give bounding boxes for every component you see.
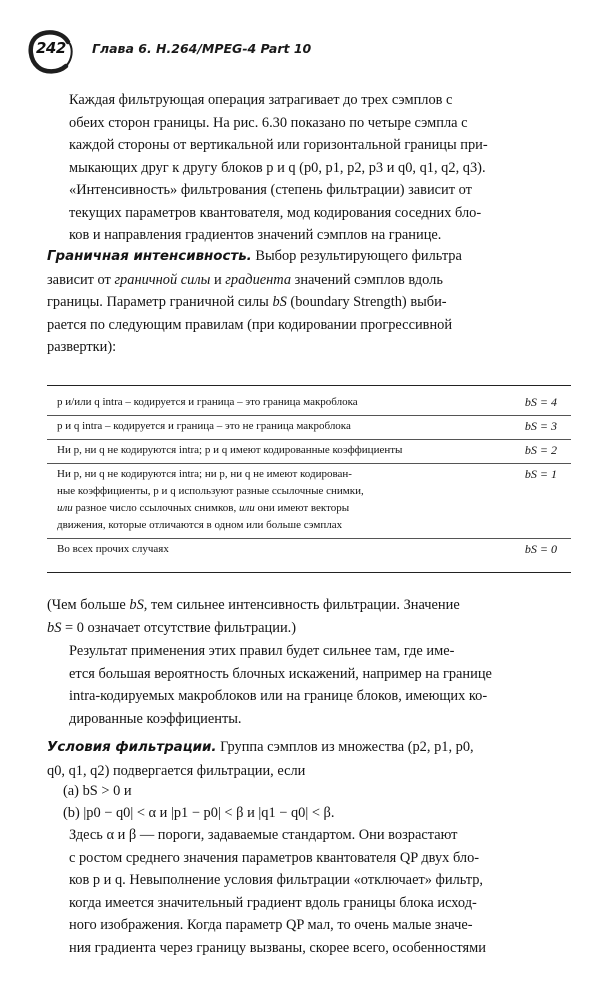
text-line: [47, 736, 571, 760]
text-line: [57, 500, 497, 517]
text-span: = 0 означает отсутствие фильтрации.): [61, 619, 297, 636]
italic-term: или: [57, 502, 73, 514]
text-line: мыкающих друг к другу блоков p и q (p0, p1, p2, p3 и q0, q1, q2, q3).: [69, 159, 486, 176]
text-span: Группа сэмплов из множества (p2, p1, p0,: [220, 739, 474, 755]
table-row: [47, 464, 571, 539]
text-line: ется большая вероятность блочных искажений, например на границе: [69, 665, 492, 682]
math-symbol: bS: [272, 294, 287, 310]
condition-b: (b) |p0 − q0| < α и |p1 − p0| < β и |q1 − q0| < β.: [63, 805, 335, 821]
text-line: ков и направления градиентов значений сэмплов на границе.: [69, 227, 442, 243]
table-cell-value: bS = 0: [524, 542, 557, 556]
text-span: они имеют векторы: [254, 502, 350, 514]
text-line: [47, 269, 571, 292]
paragraph-filter-operation: [47, 89, 571, 247]
text-line: Результат применения этих правил будет сильнее там, где име-: [69, 643, 455, 659]
table-cell-condition: Ни p, ни q не кодируются intra; p и q имеют кодированные коэффициенты: [57, 444, 403, 456]
paragraph-filter-conditions: [47, 736, 571, 782]
text-span: зависит от: [47, 271, 115, 288]
text-line: текущих параметров квантователя, мод кодирования соседних бло-: [69, 204, 482, 221]
table-bottom-rule: [47, 572, 571, 573]
table-cell-condition: p и q intra – кодируется и граница – это не граница макроблока: [57, 420, 351, 432]
text-span: разное число ссылочных снимков,: [72, 502, 239, 514]
math-symbol: bS: [47, 619, 62, 636]
runin-heading: Граничная интенсивность.: [47, 249, 252, 264]
text-line: каждой стороны от вертикальной или горизонтальной границы при-: [69, 137, 488, 153]
text-line: с ростом среднего значения параметров квантователя QP двух бло-: [69, 849, 480, 866]
text-line: «Интенсивность» фильтрования (степень фильтрации) зависит от: [69, 182, 472, 198]
table-cell-condition: p и/или q intra – кодируется и граница – это граница макроблока: [57, 396, 358, 408]
italic-term: или: [238, 502, 255, 514]
italic-term: граничной силы: [114, 271, 211, 288]
text-line: [47, 594, 571, 617]
text-line: [47, 291, 571, 314]
text-line: [47, 245, 571, 269]
text-line: Ни p, ни q не кодируются intra; ни p, ни q не имеют кодирован-: [57, 468, 352, 480]
text-line: Каждая фильтрующая операция затрагивает до трех сэмплов с: [69, 92, 453, 108]
runin-heading: Условия фильтрации.: [47, 740, 217, 755]
text-line: движения, которые отличаются в одном или больше сэмплах: [57, 519, 343, 531]
table-cell-value: bS = 2: [524, 443, 557, 457]
text-span: и: [210, 271, 226, 288]
table-cell-condition: [57, 466, 497, 534]
text-span: Выбор результирующего фильтра: [255, 248, 462, 264]
table-cell-value: bS = 1: [524, 467, 557, 481]
text-span: значений сэмплов вдоль: [291, 271, 443, 288]
paragraph-boundary-strength: [47, 245, 571, 359]
text-line: intra-кодируемых макроблоков или на границе блоков, имеющих ко-: [69, 688, 488, 704]
boundary-strength-table: [47, 392, 571, 562]
text-line: развертки):: [47, 339, 117, 355]
text-line: ного изображения. Когда параметр QP мал, то очень малые значе-: [69, 917, 473, 933]
table-row: [47, 539, 571, 562]
text-line: Здесь α и β — пороги, задаваемые стандартом. Они возрастают: [69, 827, 458, 843]
text-line: ния градиента через границу вызваны, скорее всего, особенностями: [69, 939, 486, 956]
table-row: [47, 416, 571, 440]
page-number-badge: [28, 28, 72, 72]
italic-term: градиента: [225, 271, 292, 288]
text-span: (boundary Strength) выби-: [286, 294, 447, 310]
text-line: [47, 617, 571, 640]
text-line: обеих сторон границы. На рис. 6.30 показано по четыре сэмпла с: [69, 114, 468, 131]
text-line: q0, q1, q2) подвергается фильтрации, если: [47, 762, 306, 779]
running-head: Глава 6. H.264/MPEG-4 Part 10: [92, 41, 312, 56]
text-span: границы. Параметр граничной силы: [47, 294, 273, 310]
table-cell-value: bS = 3: [524, 419, 557, 433]
text-line: ные коэффициенты, p и q используют разные ссылочные снимки,: [57, 485, 364, 497]
table-row: [47, 440, 571, 464]
text-line: дированные коэффициенты.: [69, 710, 242, 727]
table-top-rule: [47, 385, 571, 386]
text-line: ков p и q. Невыполнение условия фильтрации «отключает» фильтр,: [69, 872, 484, 888]
table-row: [47, 392, 571, 416]
text-line: рается по следующим правилам (при кодировании прогрессивной: [47, 316, 453, 333]
table-cell-value: bS = 4: [524, 395, 557, 409]
paragraph-thresholds: [47, 824, 571, 959]
text-span: (Чем больше: [47, 597, 130, 613]
page-header: [28, 28, 588, 72]
math-symbol: bS: [129, 597, 144, 613]
table-cell-condition: Во всех прочих случаях: [57, 543, 169, 555]
condition-a: (a) bS > 0 и: [63, 783, 132, 799]
page-number: 242: [36, 39, 66, 57]
text-line: когда имеется значительный градиент вдоль границы блока исход-: [69, 894, 477, 911]
paragraph-result: [47, 640, 571, 730]
text-span: , тем сильнее интенсивность фильтрации. Значение: [143, 597, 460, 613]
paragraph-bs-note: [47, 594, 571, 639]
